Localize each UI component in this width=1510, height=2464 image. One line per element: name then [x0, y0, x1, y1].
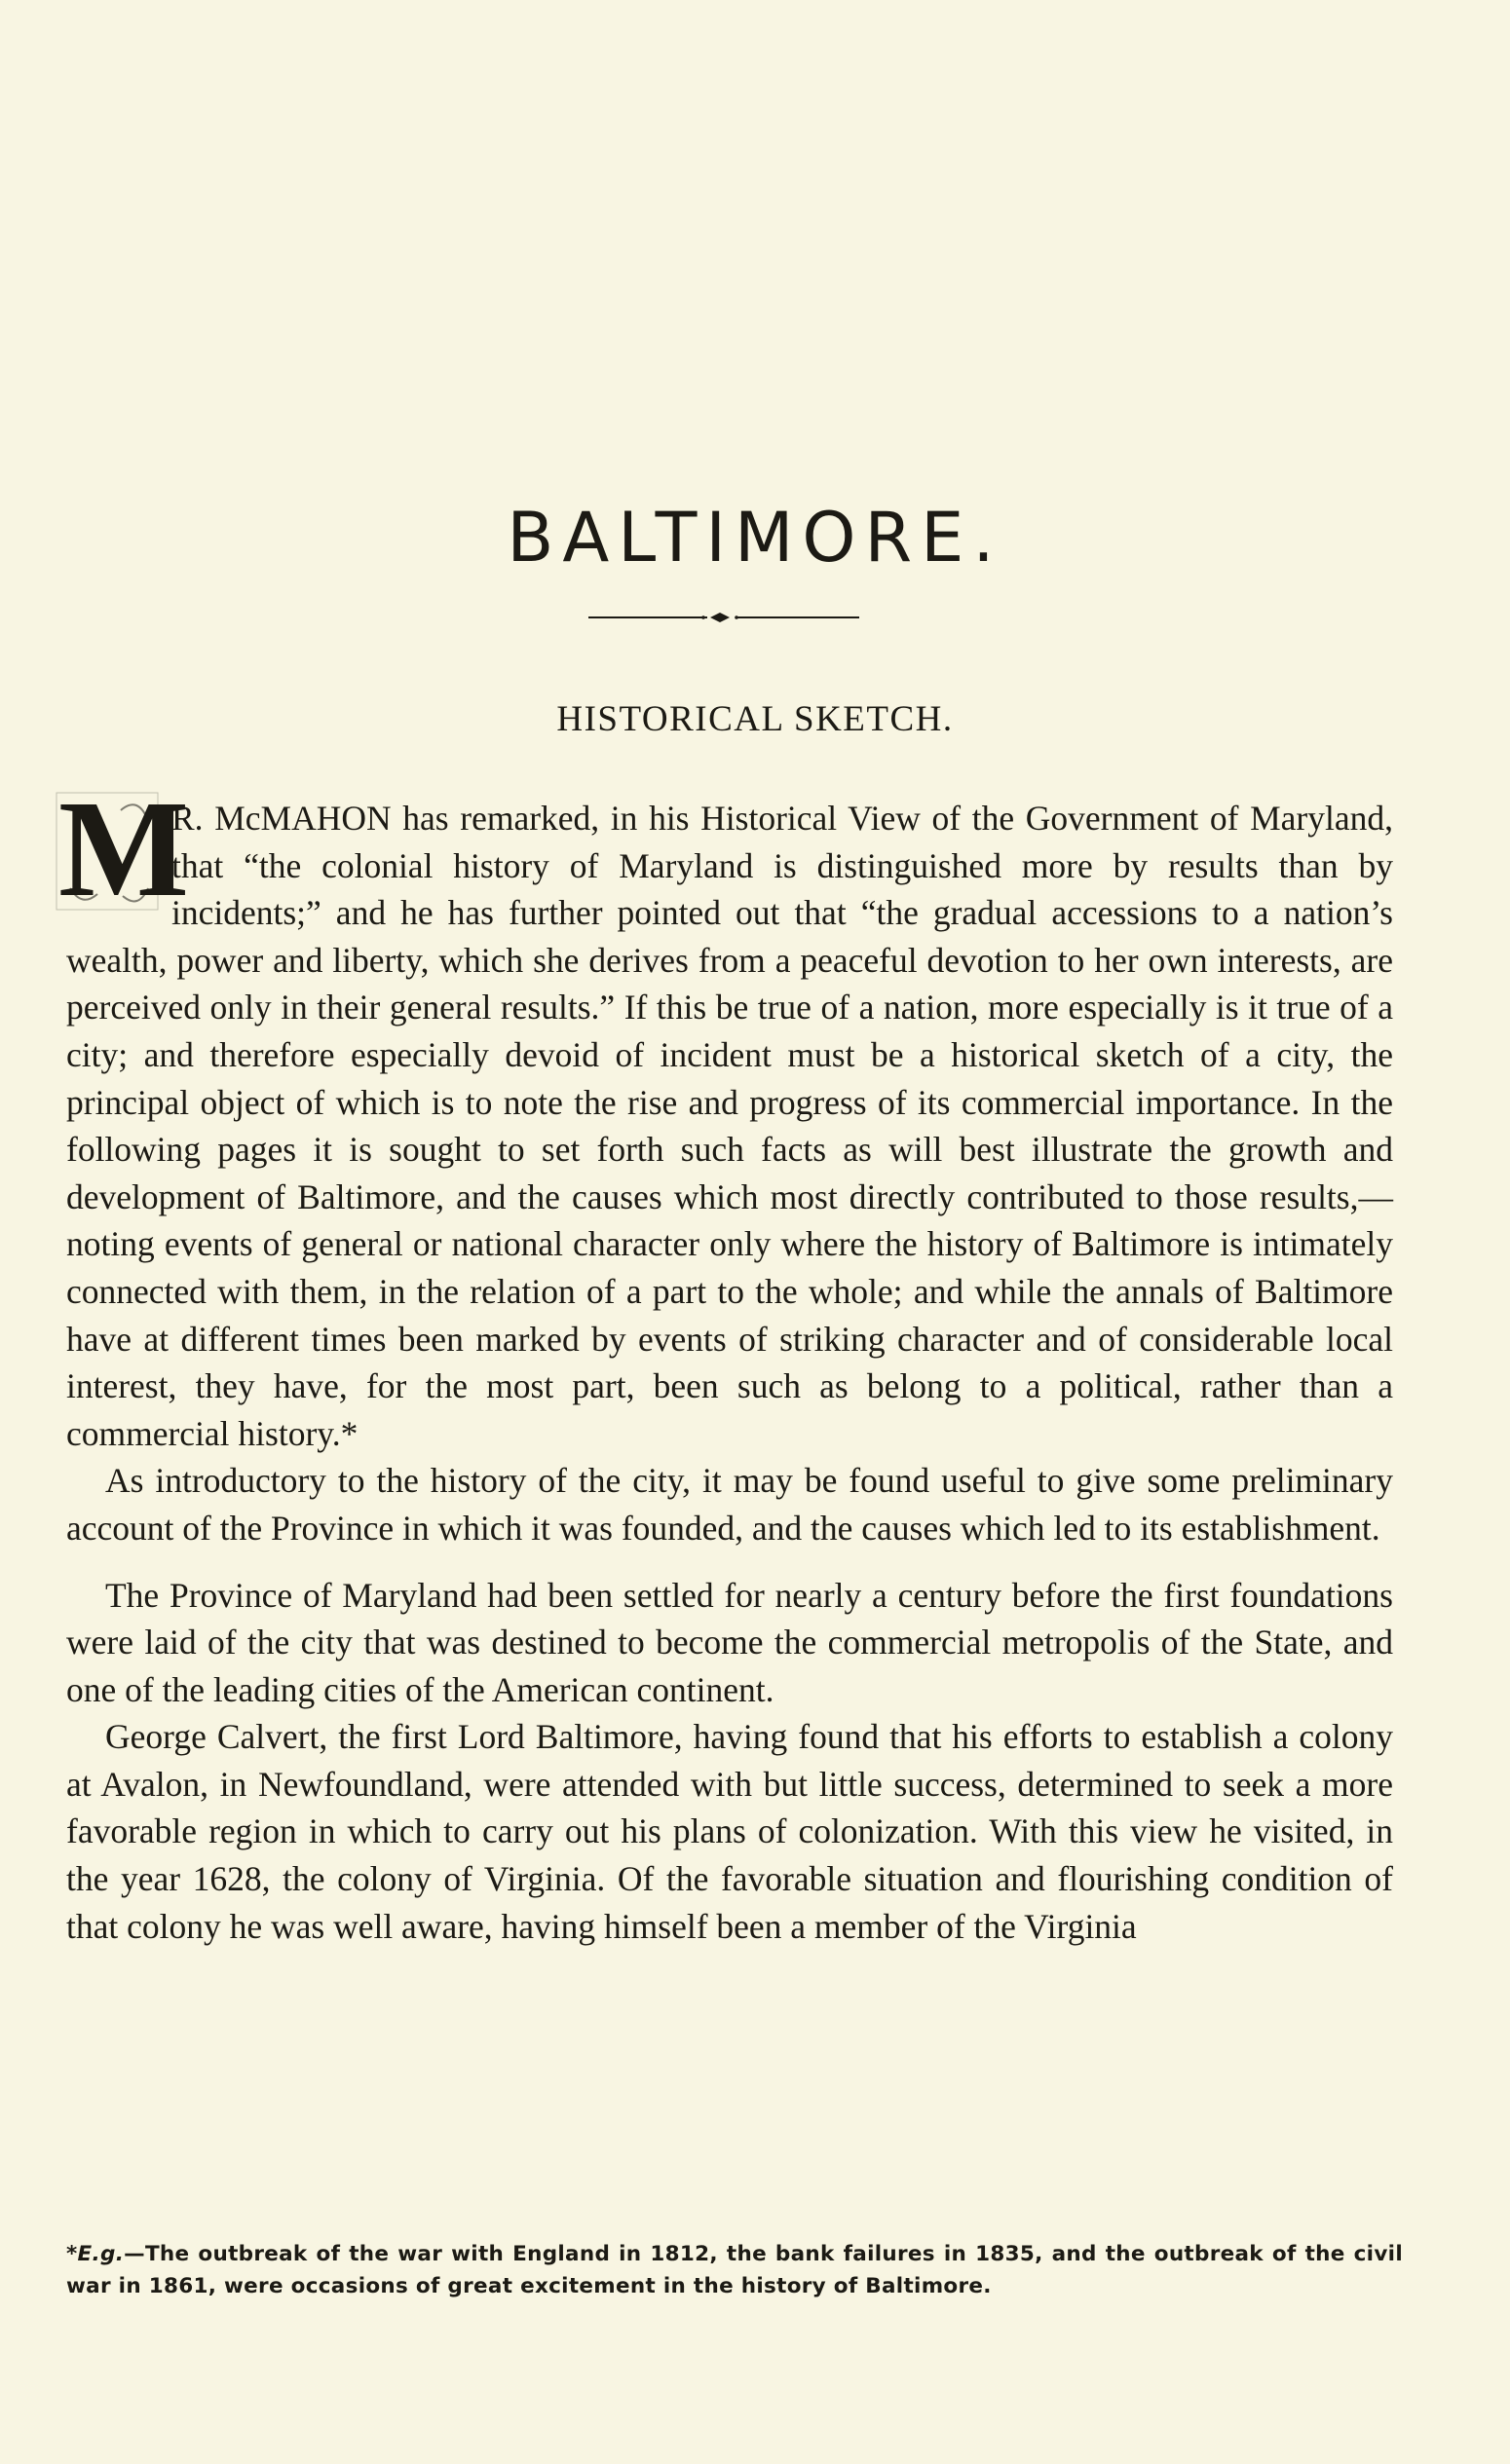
drop-cap-letter: M: [58, 771, 190, 925]
paragraph: As introductory to the history of the city, it may be found useful to give some preliminary account of the Province in which it was founded, and the causes which led to its establishment.: [66, 1461, 1393, 1548]
paragraph: The Province of Maryland had been settled for nearly a century before the first foundations were laid of the city that was destined to become the commercial metropolis of the State, and one of the leading cities of the American continent.: [66, 1575, 1393, 1709]
paragraph-text: R. McMAHON has remarked, in his Historical View of the Government of Maryland, that “the colonial history of Maryland is distinguished more by results than by incidents;” and he has further pointed out that “the gradual accessions to a nation’s wealth, power and liberty, which she derives from a peaceful devotion to her own interests, are perceived only in their general results.” If this be true of a nation, more especially is it true of a city; and therefore especially devoid of incident must be a historical sketch of a city, the principal object of which is to note the rise and progress of its commercial importance. In the following pages it is sought to set forth such facts as will best illustrate the growth and development of Baltimore, and the causes which most directly contributed to those results,—noting events of general or national character only where the history of Baltimore is intimately connected with them, in the relation of a part to the whole; and while the annals of Baltimore have at different times been marked by events of striking character and of considerable local interest, they have, for the most part, been such as belong to a political, rather than a commercial history.*: [66, 799, 1393, 1453]
paragraph: [66, 795, 1393, 1457]
section-heading: HISTORICAL SKETCH.: [556, 699, 954, 739]
ornamental-rule: [588, 612, 859, 623]
footnote-text: —The outbreak of the war with England in 1812, the bank failures in 1835, and the outbreak of the civil war in 1861, were occasions of great excitement in the history of Baltimore.: [66, 2242, 1403, 2298]
page-title: BALTIMORE.: [507, 497, 1003, 578]
paragraph: George Calvert, the first Lord Baltimore, having found that his efforts to establish a colony at Avalon, in Newfoundland, were attended with but little success, determined to seek a more favorable region in which to carry out his plans of colonization. With this view he visited, in the year 1628, the colony of Virginia. Of the favorable situation and flourishing condition of that colony he was well aware, having himself been a member of the Virginia: [66, 1717, 1393, 1946]
footnote: [66, 2238, 1403, 2302]
footnote-marker: *E.g.: [66, 2242, 125, 2266]
drop-cap-space: [66, 795, 171, 931]
article-body: [66, 795, 1393, 1950]
